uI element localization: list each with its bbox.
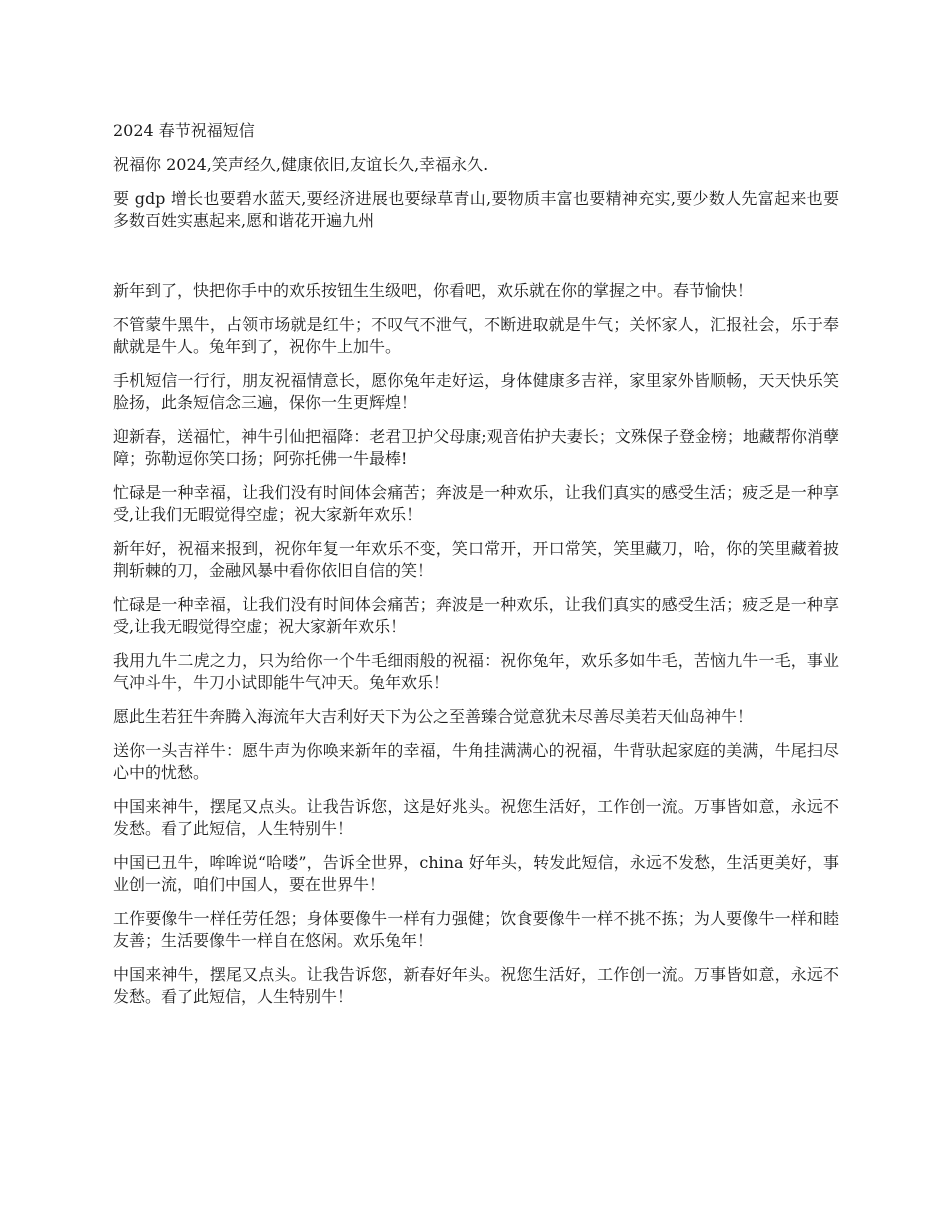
message-paragraph: 送你一头吉祥牛：愿牛声为你唤来新年的幸福，牛角挂满满心的祝福，牛背驮起家庭的美满，牛尾扫尽心中的忧愁。 <box>113 741 839 782</box>
message-paragraph: 中国已丑牛，哞哞说“哈喽”，告诉全世界，china 好年头，转发此短信，永远不发愁，生活更美好，事业创一流，咱们中国人，要在世界牛！ <box>113 853 839 894</box>
message-paragraph: 中国来神牛，摆尾又点头。让我告诉您，这是好兆头。祝您生活好，工作创一流。万事皆如意，永远不发愁。看了此短信，人生特别牛！ <box>113 797 839 838</box>
message-paragraph: 忙碌是一种幸福，让我们没有时间体会痛苦；奔波是一种欢乐，让我们真实的感受生活；疲乏是一种享受,让我无暇觉得空虚；祝大家新年欢乐！ <box>113 595 839 636</box>
message-paragraph: 新年到了，快把你手中的欢乐按钮生生级吧，你看吧，欢乐就在你的掌握之中。春节愉快！ <box>113 281 754 300</box>
document-title: 2024 春节祝福短信 <box>113 121 255 140</box>
message-paragraph: 工作要像牛一样任劳任怨；身体要像牛一样有力强健；饮食要像牛一样不挑不拣；为人要像牛一样和睦友善；生活要像牛一样自在悠闲。欢乐兔年！ <box>113 909 839 950</box>
message-paragraph: 我用九牛二虎之力，只为给你一个牛毛细雨般的祝福：祝你兔年，欢乐多如牛毛，苦恼九牛一毛，事业气冲斗牛，牛刀小试即能牛气冲天。兔年欢乐！ <box>113 651 839 692</box>
message-paragraph: 愿此生若狂牛奔腾入海流年大吉利好天下为公之至善臻合觉意犹未尽善尽美若天仙岛神牛！ <box>113 707 754 726</box>
intro-paragraph: 祝福你 2024,笑声经久,健康依旧,友谊长久,幸福永久. <box>113 155 489 174</box>
spacer <box>113 244 839 280</box>
message-paragraph: 不管蒙牛黑牛，占领市场就是红牛；不叹气不泄气，不断进取就是牛气；关怀家人，汇报社会，乐于奉献就是牛人。兔年到了，祝你牛上加牛。 <box>113 315 839 356</box>
message-paragraph: 忙碌是一种幸福，让我们没有时间体会痛苦；奔波是一种欢乐，让我们真实的感受生活；疲乏是一种享受,让我们无暇觉得空虚；祝大家新年欢乐！ <box>113 483 839 524</box>
message-paragraph: 新年好，祝福来报到，祝你年复一年欢乐不变，笑口常开，开口常笑，笑里藏刀，哈，你的笑里藏着披荆斩棘的刀，金融风暴中看你依旧自信的笑！ <box>113 539 839 580</box>
intro-paragraph: 要 gdp 增长也要碧水蓝天,要经济进展也要绿草青山,要物质丰富也要精神充实,要少数人先富起来也要多数百姓实惠起来,愿和谐花开遍九州 <box>113 189 839 230</box>
message-paragraph: 手机短信一行行，朋友祝福情意长，愿你兔年走好运，身体健康多吉祥，家里家外皆顺畅，天天快乐笑脸扬，此条短信念三遍，保你一生更辉煌！ <box>113 371 839 412</box>
message-paragraph: 迎新春，送福忙，神牛引仙把福降：老君卫护父母康;观音佑护夫妻长；文殊保子登金榜；地藏帮你消孽障；弥勒逗你笑口扬；阿弥托佛一牛最棒! <box>113 427 839 468</box>
message-paragraph: 中国来神牛，摆尾又点头。让我告诉您，新春好年头。祝您生活好，工作创一流。万事皆如意，永远不发愁。看了此短信，人生特别牛！ <box>113 965 839 1006</box>
document-page <box>113 120 839 1020</box>
